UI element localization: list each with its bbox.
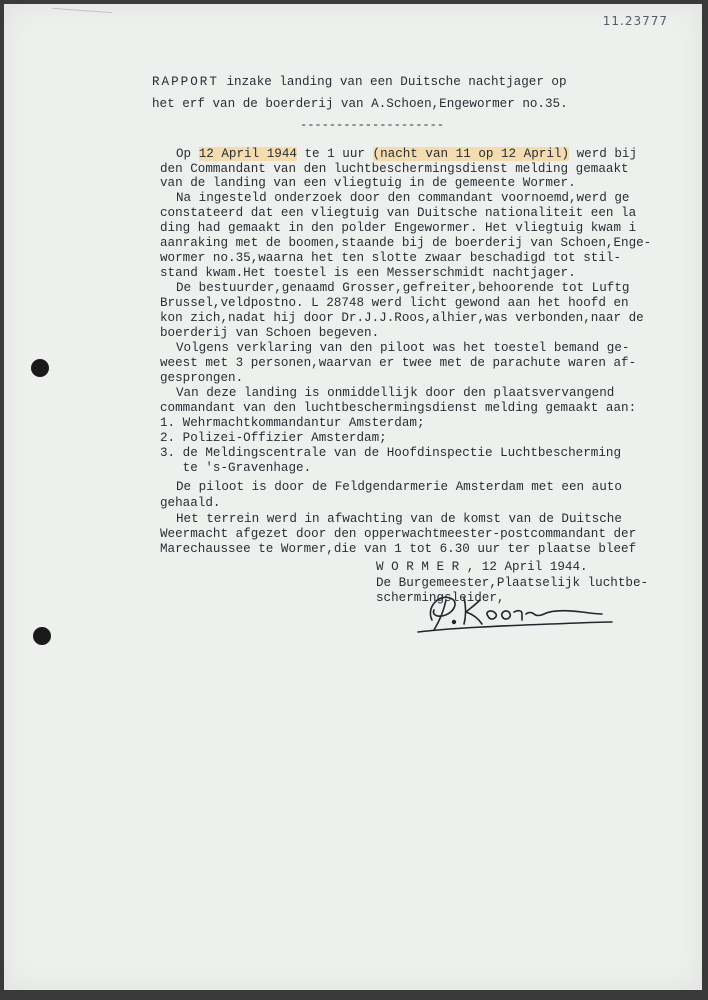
title-rest: inzake landing van een Duitsche nachtjager op [218,75,567,89]
paragraph-4-line-3: gesprongen. [160,371,244,385]
paragraph-2-line-4: aanraking met de boomen,staande bij de boerderij van Schoen,Enge- [160,236,652,250]
paragraph-7-line-1: Het terrein werd in afwachting van de komst van de Duitsche [176,512,622,526]
paragraph-2-line-3: ding had gemaakt in den polder Engewormer. Het vliegtuig kwam i [160,221,637,235]
list-item-3: 3. de Meldingscentrale van de Hoofdinspectie Luchtbescherming [160,446,622,460]
paragraph-3-line-1: De bestuurder,genaamd Grosser,gefreiter,behoorende tot Luftg [176,281,630,295]
paragraph-3-line-2: Brussel,veldpostno. L 28748 werd licht gewond aan het hoofd en [160,296,629,310]
paragraph-1-line-3: van de landing van een vliegtuig in de gemeente Wormer. [160,176,576,190]
paragraph-2-line-5: wormer no.35,waarna het ten slotte zwaar beschadigd tot stil- [160,251,622,265]
p1-text-c: werd bij [569,147,638,161]
p1-text-b: te 1 uur [296,147,373,161]
closing-place-date: W O R M E R , 12 April 1944. [376,560,588,574]
list-item-3-continued: te 's-Gravenhage. [160,461,312,475]
paragraph-4-line-2: weest met 3 personen,waarvan er twee met de parachute waren af- [160,356,637,370]
closing-role-line-2: schermingsleider, [376,591,505,605]
paragraph-2-line-1: Na ingesteld onderzoek door den commandant voornoemd,werd ge [176,191,630,205]
paragraph-1-line-2: den Commandant van den luchtbeschermingsdienst melding gemaakt [160,162,629,176]
paragraph-7-line-3: Marechaussee te Wormer,die van 1 tot 6.30 uur ter plaatse bleef [160,542,637,556]
report-title [152,75,567,89]
paragraph-7-line-2: Weermacht afgezet door den opperwachtmeester-postcommandant der [160,527,637,541]
paragraph-3-line-4: boerderij van Schoen begeven. [160,326,380,340]
paragraph-4-line-1: Volgens verklaring van den piloot was het toestel bemand ge- [176,341,630,355]
archive-number: 11.23777 [602,14,668,28]
paragraph-2-line-2: constateerd dat een vliegtuig van Duitsche nationaliteit een la [160,206,637,220]
paragraph-5-line-1: Van deze landing is onmiddellijk door den plaatsvervangend [176,386,615,400]
paragraph-6-line-1: De piloot is door de Feldgendarmerie Amsterdam met een auto [176,480,622,494]
handwritten-signature [410,586,620,642]
paragraph-5-line-2: commandant van den luchtbeschermingsdienst melding gemaakt aan: [160,401,637,415]
paragraph-2-line-6: stand kwam.Het toestel is een Messerschmidt nachtjager. [160,266,576,280]
paragraph-1-line-1 [176,147,637,161]
punch-hole-bottom [33,627,51,645]
closing-role-line-1: De Burgemeester,Plaatselijk luchtbe- [376,576,649,590]
highlighted-date: 12 April 1944 [198,147,297,161]
paragraph-3-line-3: kon zich,nadat hij door Dr.J.J.Roos,alhier,was verbonden,naar de [160,311,644,325]
list-item-2: 2. Polizei-Offizier Amsterdam; [160,431,387,445]
highlighted-night: (nacht van 11 op 12 April) [372,147,570,161]
report-title-line2: het erf van de boerderij van A.Schoen,Engewormer no.35. [152,97,568,111]
p1-text-a: Op [176,147,199,161]
title-word: RAPPORT [152,75,219,89]
title-underline: -------------------- [300,118,445,132]
list-item-1: 1. Wehrmachtkommandantur Amsterdam; [160,416,425,430]
paragraph-6-line-2: gehaald. [160,496,221,510]
